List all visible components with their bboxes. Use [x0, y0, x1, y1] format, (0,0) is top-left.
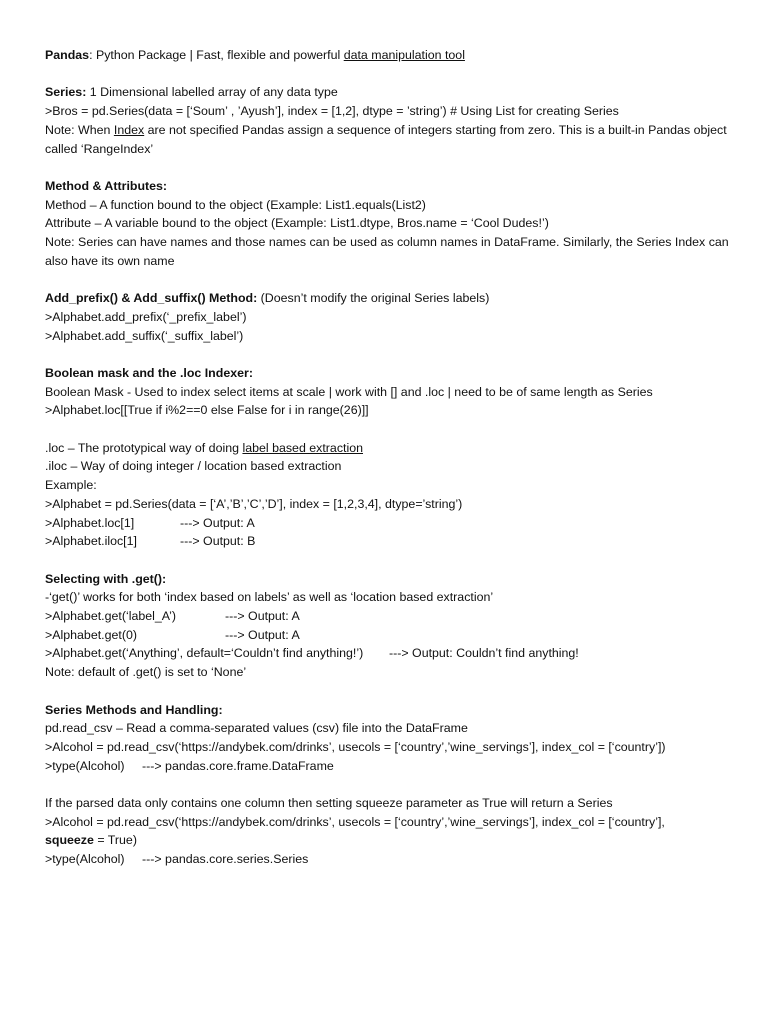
get-ex2-out: ---> Output: A: [225, 627, 300, 642]
loc-ex1-out: ---> Output: A: [180, 515, 255, 530]
squeeze-type: [45, 850, 745, 869]
handling-code: >Alcohol = pd.read_csv(‘https://andybek.com/drinks’, usecols = [‘country’,’wine_servings’], index_col = [‘country’]): [45, 739, 666, 754]
series-desc: 1 Dimensional labelled array of any data type: [86, 85, 338, 100]
prefix-heading: Add_prefix() & Add_suffix() Method:: [45, 291, 258, 306]
series-code: >Bros = pd.Series(data = [‘Soum’ , ’Ayush’], index = [1,2], dtype = ’string’) # Using List for creating Series: [45, 104, 619, 119]
get-heading: [45, 570, 745, 589]
methods-heading: [45, 177, 745, 196]
loc-example-code: >Alphabet = pd.Series(data = [‘A’,’B’,’C’,’D’], index = [1,2,3,4], dtype=’string’): [45, 496, 463, 511]
squeeze-code-post: = True): [93, 833, 137, 848]
handling-heading: [45, 701, 745, 720]
squeeze-keyword: squeeze: [45, 833, 94, 848]
attribute-def: Attribute – A variable bound to the object (Example: List1.dtype, Bros.name = ‘Cool Dudes!’): [45, 216, 549, 231]
get-ex1-out: ---> Output: A: [225, 609, 300, 623]
series-note-post: are not specified Pandas assign a sequence of integers starting from zero. This is a built-in Pandas object called ‘RangeIndex’: [45, 122, 727, 156]
series-line: [45, 83, 745, 102]
example-label: Example:: [45, 478, 97, 493]
series-heading: Series:: [45, 85, 87, 100]
prefix-code: >Alphabet.add_prefix(‘_prefix_label’): [45, 309, 247, 324]
squeeze-desc: If the parsed data only contains one column then setting squeeze parameter as True will return a Series: [45, 796, 613, 810]
series-note-index: Index: [113, 122, 145, 137]
handling-type-code: >type(Alcohol): [45, 758, 125, 773]
boolean-desc: Boolean Mask - Used to index select items at scale | work with [] and .loc | need to be of same length as Series: [45, 384, 653, 399]
document-page: [45, 46, 745, 869]
get-note: Note: default of .get() is set to ‘None’: [45, 665, 247, 680]
suffix-code: >Alphabet.add_suffix(‘_suffix_label’): [45, 328, 244, 343]
get-example-2: [45, 626, 745, 645]
loc-example-2: [45, 532, 745, 551]
get-ex1-code: >Alphabet.get(‘label_A’): [45, 609, 176, 623]
prefix-line: [45, 289, 745, 308]
loc-ex1-code: >Alphabet.loc[1]: [45, 515, 135, 530]
series-note: [45, 121, 745, 158]
squeeze-type-out: ---> pandas.core.series.Series: [142, 852, 309, 867]
method-def: Method – A function bound to the object (Example: List1.equals(List2): [45, 197, 426, 212]
squeeze-code-pre: >Alcohol = pd.read_csv(‘https://andybek.com/drinks’, usecols = [‘country’,’wine_servings’], index_col = [‘country’],: [45, 814, 665, 829]
methods-heading-text: Method & Attributes:: [45, 178, 168, 193]
methods-note: Note: Series can have names and those names can be used as column names in DataFrame. Similarly, the Series Index can also have its own name: [45, 235, 729, 268]
boolean-heading-text: Boolean mask and the .loc Indexer:: [45, 365, 253, 380]
squeeze-code: [45, 813, 745, 850]
get-example-3: [45, 644, 745, 663]
boolean-heading: [45, 364, 745, 383]
iloc-line: .iloc – Way of doing integer / location based extraction: [45, 459, 342, 474]
intro-text: : Python Package | Fast, flexible and powerful: [89, 48, 344, 62]
get-example-1: [45, 607, 745, 626]
handling-type-out: ---> pandas.core.frame.DataFrame: [142, 758, 334, 773]
loc-pre: .loc – The prototypical way of doing: [45, 440, 243, 455]
intro-underlined: data manipulation tool: [343, 48, 465, 62]
series-note-pre: Note: When: [45, 122, 114, 137]
loc-ex2-out: ---> Output: B: [180, 534, 256, 549]
handling-type: [45, 757, 745, 776]
handling-heading-text: Series Methods and Handling:: [45, 702, 223, 717]
boolean-code: >Alphabet.loc[[True if i%2==0 else False for i in range(26)]]: [45, 403, 369, 418]
get-heading-text: Selecting with .get():: [45, 571, 167, 586]
prefix-heading-rest: (Doesn’t modify the original Series labels): [257, 291, 490, 306]
get-desc: -‘get()’ works for both ‘index based on labels’ as well as ‘location based extraction’: [45, 590, 494, 605]
loc-underlined: label based extraction: [242, 440, 363, 455]
pandas-label: Pandas: [45, 48, 90, 62]
loc-line: [45, 439, 745, 458]
loc-ex2-code: >Alphabet.iloc[1]: [45, 534, 137, 549]
intro-line: [45, 46, 745, 65]
get-ex2-code: >Alphabet.get(0): [45, 627, 137, 642]
loc-example-1: [45, 514, 745, 533]
get-ex3-out: ---> Output: Couldn’t find anything!: [389, 646, 579, 661]
squeeze-type-code: >type(Alcohol): [45, 852, 125, 867]
get-ex3-code: >Alphabet.get(‘Anything’, default=‘Couldn’t find anything!’): [45, 646, 364, 661]
handling-desc: pd.read_csv – Read a comma-separated values (csv) file into the DataFrame: [45, 721, 468, 736]
